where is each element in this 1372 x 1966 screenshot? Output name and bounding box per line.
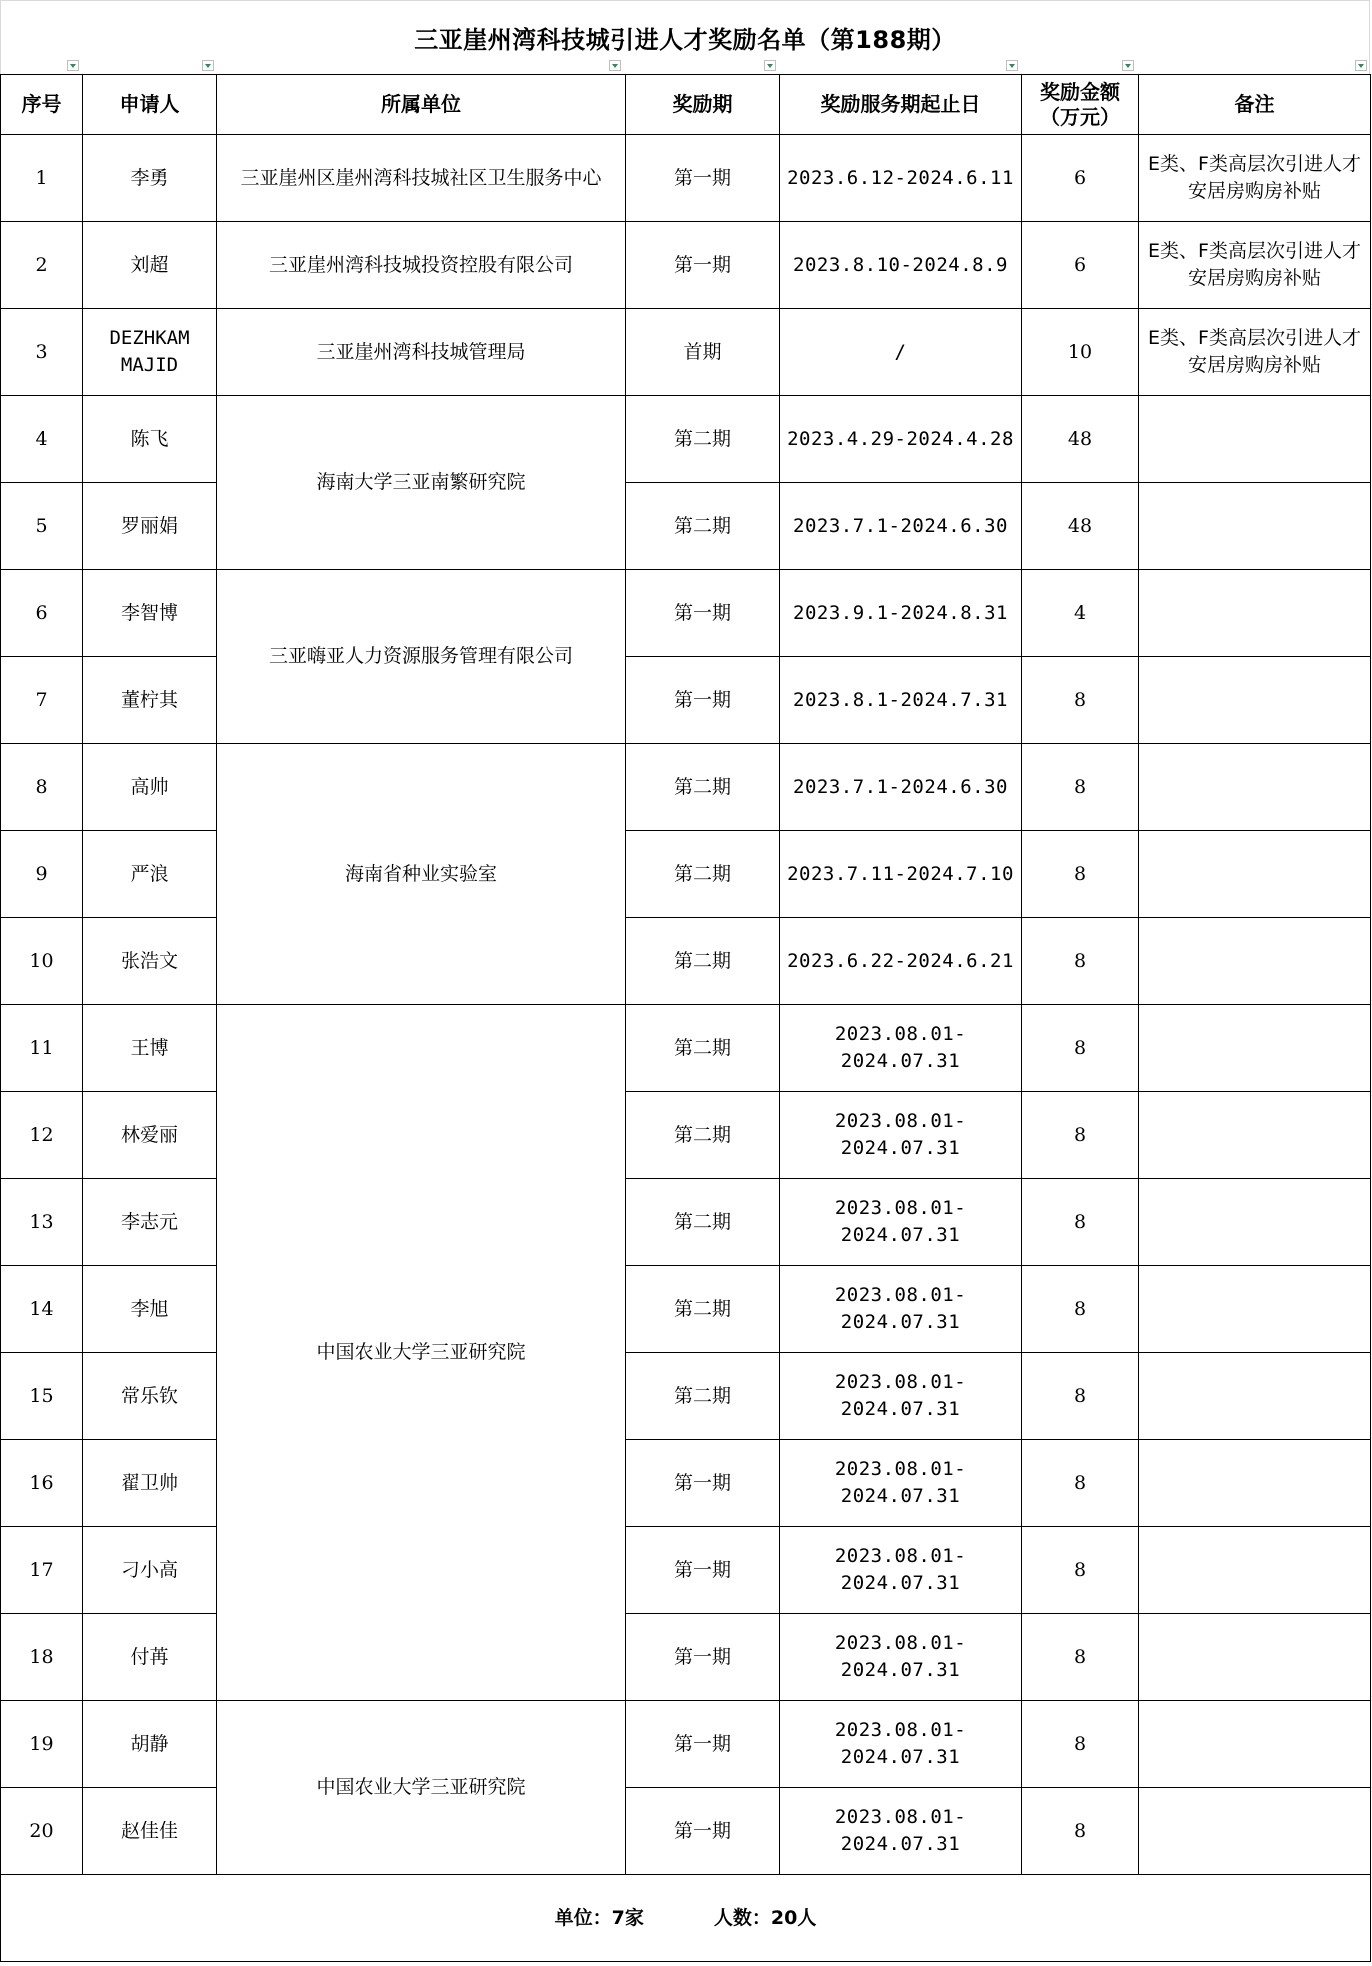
table-row [1,570,1371,657]
period-cell[interactable]: 第一期 [626,1788,780,1875]
table-row [1,309,1371,396]
amount-cell[interactable]: 8 [1022,1266,1139,1353]
header-remark[interactable]: 备注 [1139,75,1371,135]
period-cell[interactable]: 第二期 [626,1266,780,1353]
summary-cell[interactable] [1,1875,1371,1962]
table-row [1,1527,1371,1614]
remark-cell[interactable] [1139,1440,1371,1527]
service-period-cell[interactable]: 2023.08.01-2024.07.31 [780,1614,1022,1701]
unit-cell-merged[interactable]: 三亚嗨亚人力资源服务管理有限公司 [217,570,626,744]
amount-cell[interactable]: 8 [1022,1440,1139,1527]
applicant-cell[interactable]: 罗丽娟 [83,483,217,570]
period-cell[interactable]: 第一期 [626,657,780,744]
remark-cell[interactable] [1139,918,1371,1005]
header-amount[interactable] [1022,75,1139,135]
remark-cell[interactable] [1139,570,1371,657]
applicant-cell[interactable]: 陈飞 [83,396,217,483]
service-period-cell[interactable]: 2023.7.11-2024.7.10 [780,831,1022,918]
period-cell[interactable]: 第一期 [626,135,780,222]
seq-cell[interactable]: 9 [1,831,83,918]
applicant-cell[interactable]: 常乐钦 [83,1353,217,1440]
table-row [1,1701,1371,1788]
applicant-cell[interactable]: 李志元 [83,1179,217,1266]
seq-cell[interactable]: 2 [1,222,83,309]
unit-cell[interactable]: 三亚崖州区崖州湾科技城社区卫生服务中心 [217,135,626,222]
applicant-cell[interactable]: 李勇 [83,135,217,222]
unit-cell-merged[interactable]: 海南大学三亚南繁研究院 [217,396,626,570]
filter-dropdown-icon[interactable] [609,60,621,71]
service-period-cell[interactable]: 2023.8.10-2024.8.9 [780,222,1022,309]
remark-cell[interactable] [1139,1092,1371,1179]
applicant-cell[interactable]: 林爱丽 [83,1092,217,1179]
service-period-cell[interactable]: 2023.4.29-2024.4.28 [780,396,1022,483]
period-cell[interactable]: 第二期 [626,1092,780,1179]
seq-cell[interactable]: 7 [1,657,83,744]
filter-dropdown-icon[interactable] [764,60,776,71]
seq-cell[interactable]: 13 [1,1179,83,1266]
applicant-cell[interactable]: 刁小高 [83,1527,217,1614]
amount-cell[interactable]: 8 [1022,657,1139,744]
table-row [1,1353,1371,1440]
applicant-cell[interactable]: 胡静 [83,1701,217,1788]
table-row [1,1179,1371,1266]
filter-dropdown-icon[interactable] [1122,60,1134,71]
service-period-cell[interactable]: 2023.7.1-2024.6.30 [780,744,1022,831]
seq-cell[interactable]: 5 [1,483,83,570]
period-cell[interactable]: 第二期 [626,1005,780,1092]
filter-dropdown-icon[interactable] [67,60,79,71]
seq-cell[interactable]: 4 [1,396,83,483]
applicant-cell[interactable]: 王博 [83,1005,217,1092]
seq-cell[interactable]: 14 [1,1266,83,1353]
service-period-cell[interactable]: 2023.08.01-2024.07.31 [780,1527,1022,1614]
remark-cell[interactable] [1139,483,1371,570]
service-period-cell[interactable]: / [780,309,1022,396]
remark-cell[interactable] [1139,1353,1371,1440]
applicant-cell[interactable]: 李智博 [83,570,217,657]
remark-cell[interactable] [1139,657,1371,744]
seq-cell[interactable]: 3 [1,309,83,396]
remark-cell[interactable] [1139,1005,1371,1092]
remark-cell[interactable] [1139,744,1371,831]
table-row [1,1440,1371,1527]
filter-dropdown-icon[interactable] [1355,60,1367,71]
summary-units: 单位：7家 [554,1906,644,1929]
seq-cell[interactable]: 1 [1,135,83,222]
amount-cell[interactable]: 8 [1022,1527,1139,1614]
amount-cell[interactable]: 6 [1022,135,1139,222]
award-table [0,74,1371,1962]
summary-row [1,1875,1371,1962]
applicant-cell[interactable]: 张浩文 [83,918,217,1005]
period-cell[interactable]: 第一期 [626,222,780,309]
period-cell[interactable]: 第二期 [626,744,780,831]
table-row [1,222,1371,309]
period-cell[interactable]: 第一期 [626,570,780,657]
amount-cell[interactable]: 8 [1022,918,1139,1005]
header-seq[interactable]: 序号 [1,75,83,135]
service-period-cell[interactable]: 2023.08.01-2024.07.31 [780,1266,1022,1353]
applicant-cell[interactable]: 付苒 [83,1614,217,1701]
applicant-cell[interactable]: 刘超 [83,222,217,309]
amount-cell[interactable]: 10 [1022,309,1139,396]
seq-cell[interactable]: 12 [1,1092,83,1179]
service-period-cell[interactable]: 2023.7.1-2024.6.30 [780,483,1022,570]
header-service-period[interactable]: 奖励服务期起止日 [780,75,1022,135]
table-row [1,1092,1371,1179]
period-cell[interactable]: 第二期 [626,1353,780,1440]
seq-cell[interactable]: 19 [1,1701,83,1788]
period-cell[interactable]: 第一期 [626,1440,780,1527]
service-period-cell[interactable]: 2023.8.1-2024.7.31 [780,657,1022,744]
applicant-cell[interactable]: 赵佳佳 [83,1788,217,1875]
period-cell[interactable]: 第二期 [626,918,780,1005]
unit-cell[interactable]: 三亚崖州湾科技城投资控股有限公司 [217,222,626,309]
service-period-cell[interactable]: 2023.08.01-2024.07.31 [780,1092,1022,1179]
header-unit[interactable]: 所属单位 [217,75,626,135]
table-row [1,1788,1371,1875]
remark-cell[interactable] [1139,831,1371,918]
period-cell[interactable]: 第二期 [626,1179,780,1266]
summary-people: 人数：20人 [713,1906,817,1929]
filter-dropdown-icon[interactable] [202,60,214,71]
unit-cell[interactable]: 三亚崖州湾科技城管理局 [217,309,626,396]
service-period-cell[interactable]: 2023.08.01-2024.07.31 [780,1005,1022,1092]
service-period-cell[interactable]: 2023.08.01-2024.07.31 [780,1353,1022,1440]
seq-cell[interactable]: 20 [1,1788,83,1875]
seq-cell[interactable]: 16 [1,1440,83,1527]
amount-cell[interactable]: 6 [1022,222,1139,309]
table-row [1,831,1371,918]
remark-cell[interactable]: E类、F类高层次引进人才安居房购房补贴 [1139,135,1371,222]
seq-cell[interactable]: 10 [1,918,83,1005]
amount-cell[interactable]: 4 [1022,570,1139,657]
remark-cell[interactable] [1139,1527,1371,1614]
header-amount-line2: （万元） [1040,104,1120,129]
amount-cell[interactable]: 8 [1022,1353,1139,1440]
applicant-cell[interactable]: 董柠其 [83,657,217,744]
service-period-cell[interactable]: 2023.9.1-2024.8.31 [780,570,1022,657]
filter-dropdown-icon[interactable] [1006,60,1018,71]
seq-cell[interactable]: 15 [1,1353,83,1440]
remark-cell[interactable] [1139,1701,1371,1788]
amount-cell[interactable]: 48 [1022,396,1139,483]
table-row [1,135,1371,222]
period-cell[interactable]: 第二期 [626,831,780,918]
period-cell[interactable]: 第二期 [626,396,780,483]
applicant-cell[interactable]: 严浪 [83,831,217,918]
table-row [1,918,1371,1005]
header-row [1,75,1371,135]
amount-cell[interactable]: 48 [1022,483,1139,570]
applicant-cell[interactable]: DEZHKAM MAJID [83,309,217,396]
amount-cell[interactable]: 8 [1022,1179,1139,1266]
header-period[interactable]: 奖励期 [626,75,780,135]
amount-cell[interactable]: 8 [1022,744,1139,831]
service-period-cell[interactable]: 2023.6.22-2024.6.21 [780,918,1022,1005]
remark-cell[interactable] [1139,1614,1371,1701]
remark-cell[interactable] [1139,1266,1371,1353]
header-amount-line1: 奖励金额 [1040,79,1120,104]
unit-cell-merged[interactable]: 中国农业大学三亚研究院 [217,1005,626,1701]
applicant-cell[interactable]: 李旭 [83,1266,217,1353]
service-period-cell[interactable]: 2023.6.12-2024.6.11 [780,135,1022,222]
table-row [1,744,1371,831]
service-period-cell[interactable]: 2023.08.01-2024.07.31 [780,1788,1022,1875]
remark-cell[interactable]: E类、F类高层次引进人才安居房购房补贴 [1139,222,1371,309]
applicant-cell[interactable]: 翟卫帅 [83,1440,217,1527]
amount-cell[interactable]: 8 [1022,1614,1139,1701]
table-row [1,1614,1371,1701]
applicant-cell[interactable]: 高帅 [83,744,217,831]
period-cell[interactable]: 首期 [626,309,780,396]
seq-cell[interactable]: 6 [1,570,83,657]
table-row [1,483,1371,570]
amount-cell[interactable]: 8 [1022,1788,1139,1875]
amount-cell[interactable]: 8 [1022,1092,1139,1179]
remark-cell[interactable] [1139,1179,1371,1266]
table-row [1,396,1371,483]
table-row [1,1005,1371,1092]
period-cell[interactable]: 第一期 [626,1701,780,1788]
amount-cell[interactable]: 8 [1022,831,1139,918]
header-applicant[interactable]: 申请人 [83,75,217,135]
service-period-cell[interactable]: 2023.08.01-2024.07.31 [780,1179,1022,1266]
period-cell[interactable]: 第一期 [626,1527,780,1614]
seq-cell[interactable]: 17 [1,1527,83,1614]
sheet-title: 三亚崖州湾科技城引进人才奖励名单（第188期） [0,0,1370,74]
unit-cell-merged[interactable]: 海南省种业实验室 [217,744,626,1005]
table-row [1,1266,1371,1353]
unit-cell-merged[interactable]: 中国农业大学三亚研究院 [217,1701,626,1875]
seq-cell[interactable]: 18 [1,1614,83,1701]
service-period-cell[interactable]: 2023.08.01-2024.07.31 [780,1701,1022,1788]
remark-cell[interactable]: E类、F类高层次引进人才安居房购房补贴 [1139,309,1371,396]
period-cell[interactable]: 第二期 [626,483,780,570]
remark-cell[interactable] [1139,396,1371,483]
remark-cell[interactable] [1139,1788,1371,1875]
seq-cell[interactable]: 8 [1,744,83,831]
period-cell[interactable]: 第一期 [626,1614,780,1701]
service-period-cell[interactable]: 2023.08.01-2024.07.31 [780,1440,1022,1527]
amount-cell[interactable]: 8 [1022,1701,1139,1788]
table-row [1,657,1371,744]
amount-cell[interactable]: 8 [1022,1005,1139,1092]
seq-cell[interactable]: 11 [1,1005,83,1092]
